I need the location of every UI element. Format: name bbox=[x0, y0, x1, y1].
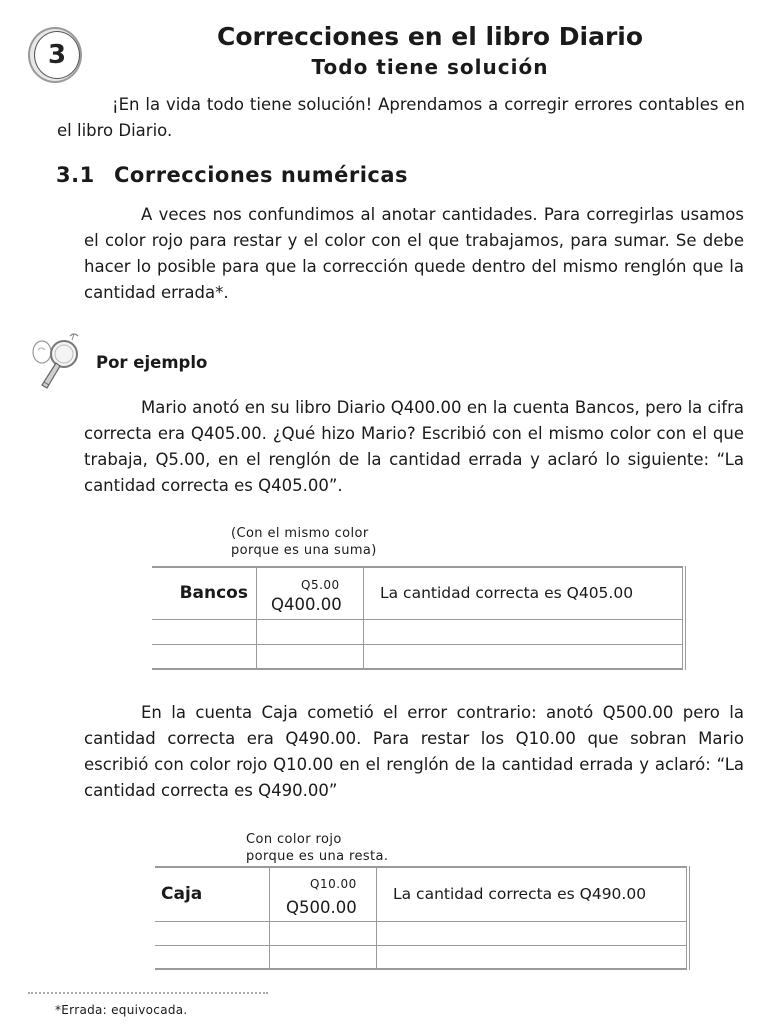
page-title: Correcciones en el libro Diario bbox=[216, 22, 644, 51]
intro-paragraph: ¡En la vida todo tiene solución! Aprendamos a corregir errores contables en el libro Diario. bbox=[57, 95, 745, 140]
section-paragraph: A veces nos confundimos al anotar cantidades. Para corregirlas usamos el color rojo para restar y el color con el que trabajamos, para sumar. Se debe hacer lo posible para que la corrección quede dentro del mismo renglón que la cantidad errada*. bbox=[84, 205, 744, 302]
correction-amount: Q10.00 bbox=[310, 877, 357, 891]
chapter-badge bbox=[28, 27, 82, 81]
table-row bbox=[152, 619, 684, 644]
table1-note bbox=[231, 525, 377, 559]
table-row bbox=[155, 867, 688, 921]
account-name: Bancos bbox=[152, 567, 257, 619]
example-label: Por ejemplo bbox=[96, 353, 208, 372]
table2-note bbox=[246, 831, 388, 865]
table1-note-line1: (Con el mismo color bbox=[231, 526, 369, 541]
table-row bbox=[152, 644, 684, 669]
footnote: *Errada: equivocada. bbox=[55, 1003, 188, 1017]
original-amount: Q400.00 bbox=[271, 595, 342, 614]
section-number: 3.1 bbox=[56, 163, 95, 187]
description-cell: La cantidad correcta es Q405.00 bbox=[364, 567, 685, 619]
example-paragraph: Mario anotó en su libro Diario Q400.00 en la cuenta Bancos, pero la cifra correcta era Q405.00. ¿Qué hizo Mario? Escribió con el mismo color con el que trabaja, Q5.00, en el renglón de la cantidad errada y aclaró lo siguiente: “La cantidad correcta es Q405.00”. bbox=[84, 398, 744, 495]
original-amount: Q500.00 bbox=[286, 898, 357, 917]
amount-cell bbox=[257, 567, 364, 619]
ledger-table-bancos bbox=[152, 566, 686, 670]
section-heading bbox=[56, 163, 408, 187]
amount-cell bbox=[270, 867, 377, 921]
table-row bbox=[155, 945, 688, 969]
magnifying-glass-icon bbox=[28, 330, 88, 396]
page-subtitle: Todo tiene solución bbox=[311, 55, 549, 79]
footnote-divider bbox=[28, 992, 268, 994]
table1-note-line2: porque es una suma) bbox=[231, 543, 377, 558]
table2-note-line2: porque es una resta. bbox=[246, 849, 389, 864]
table-row bbox=[155, 921, 688, 945]
ledger-table-caja bbox=[155, 866, 690, 970]
table-row bbox=[152, 567, 684, 619]
section-title: Correcciones numéricas bbox=[114, 163, 409, 187]
correction-amount: Q5.00 bbox=[301, 578, 340, 592]
table2-note-line1: Con color rojo bbox=[246, 832, 342, 847]
description-cell: La cantidad correcta es Q490.00 bbox=[377, 867, 689, 921]
caja-paragraph: En la cuenta Caja cometió el error contrario: anotó Q500.00 pero la cantidad correcta era Q490.00. Para restar los Q10.00 que sobran Mario escribió con color rojo Q10.00 en el renglón de la cantidad errada y aclaró: “La cantidad correcta es Q490.00” bbox=[84, 703, 744, 800]
chapter-number: 3 bbox=[34, 31, 80, 79]
account-name: Caja bbox=[155, 867, 270, 921]
